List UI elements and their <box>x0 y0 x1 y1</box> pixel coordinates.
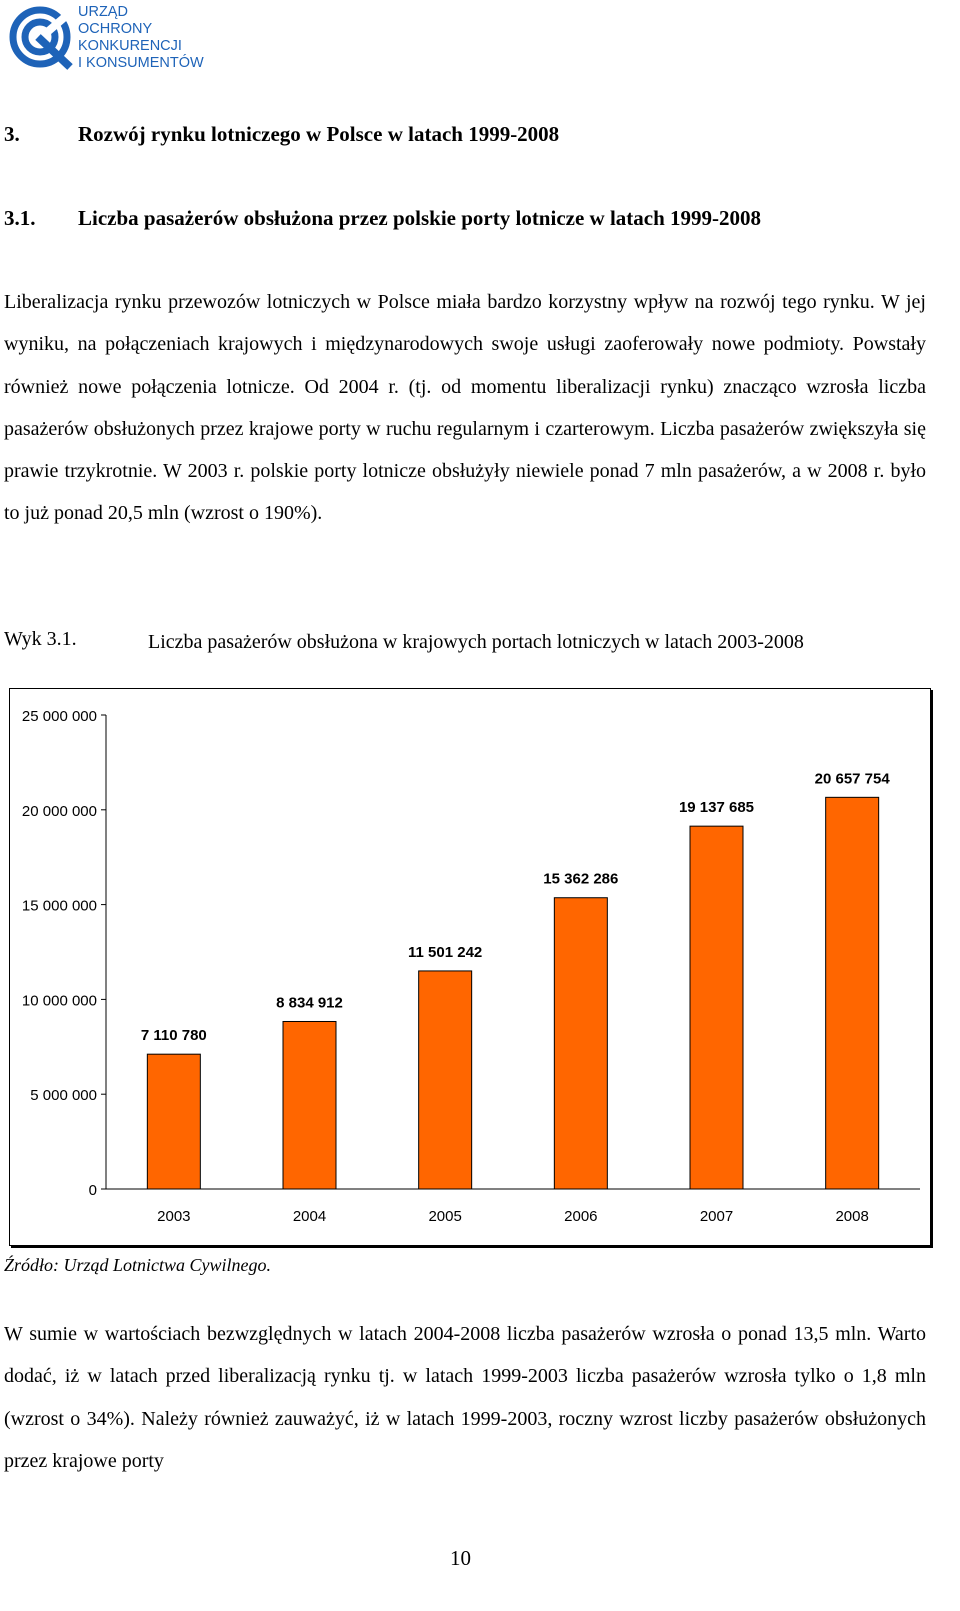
logo-line: URZĄD <box>78 4 128 20</box>
logo-line: OCHRONY <box>78 21 153 37</box>
logo-line: KONKURENCJI <box>78 38 182 54</box>
paragraph-intro: Liberalizacja rynku przewozów lotniczych w Polsce miała bardzo korzystny wpływ na rozwój tego rynku. W jej wyniku, na połączeniach krajowych i międzynarodowych swoje usługi zaoferowały nowe podmioty. Powstały również nowe połączenia lotnicze. Od 2004 r. (tj. od momentu liberalizacji rynku) znacząco wzrosła liczba pasażerów obsłużonych przez krajowe porty w ruchu regularnym i czarterowym. Liczba pasażerów zwiększyła się prawie trzykrotnie. W 2003 r. polskie porty lotnicze obsłużyły niewiele ponad 7 mln pasażerów, a w 2008 r. było to już ponad 20,5 mln (wzrost o 190%). <box>4 291 926 525</box>
x-tick-label: 2007 <box>699 1208 734 1225</box>
chart-canvas <box>10 689 930 1245</box>
bar <box>554 898 607 1189</box>
section-heading <box>4 122 559 147</box>
subsection-number: 3.1. <box>4 206 36 230</box>
y-tick-label: 0 <box>88 1182 97 1199</box>
y-tick-label: 25 000 000 <box>21 708 97 725</box>
x-tick-label: 2008 <box>835 1208 869 1225</box>
uokik-logo <box>8 4 238 74</box>
x-tick-label: 2004 <box>292 1208 327 1225</box>
figure-title: Liczba pasażerów obsłużona w krajowych portach lotniczych w latach 2003-2008 <box>148 631 804 653</box>
x-tick-label: 2003 <box>157 1208 191 1225</box>
uokik-logo-icon <box>8 4 74 70</box>
x-tick-label: 2005 <box>428 1208 462 1225</box>
bar-data-label: 20 657 754 <box>814 770 890 788</box>
subsection-title: Liczba pasażerów obsłużona przez polskie porty lotnicze w latach 1999-2008 <box>78 206 762 230</box>
logo-text <box>78 4 204 72</box>
y-tick-label: 20 000 000 <box>21 802 97 820</box>
bar-data-label: 15 362 286 <box>543 870 619 888</box>
figure-source: Źródło: Urząd Lotnictwa Cywilnego. <box>4 1255 272 1275</box>
paragraph-summary: W sumie w wartościach bezwzględnych w latach 2004-2008 liczba pasażerów wzrosła o ponad 13,5 mln. Warto dodać, iż w latach przed liberalizacją rynku tj. w latach 1999-2003 liczba pasażerów wzrosła tylko o 1,8 mln (wzrost o 34%). Należy również zauważyć, iż w latach 1999-2003, roczny wzrost liczby pasażerów obsłużonych przez krajowe porty <box>4 1323 926 1472</box>
bar-data-label: 7 110 780 <box>140 1027 207 1045</box>
y-tick-label: 5 000 000 <box>30 1087 97 1105</box>
bar <box>419 971 472 1189</box>
bar <box>690 826 743 1189</box>
bar-data-label: 8 834 912 <box>276 994 343 1012</box>
y-tick-label: 15 000 000 <box>21 897 97 915</box>
x-tick-label: 2006 <box>564 1208 598 1225</box>
figure-label: Wyk 3.1. <box>4 628 77 650</box>
bar-data-label: 19 137 685 <box>678 799 755 817</box>
section-number: 3. <box>4 122 20 146</box>
passenger-bar-chart <box>9 688 931 1246</box>
bar <box>826 797 879 1189</box>
page-number: 10 <box>450 1546 471 1570</box>
bar <box>283 1021 336 1189</box>
subsection-heading <box>4 206 761 231</box>
bar <box>147 1054 200 1189</box>
logo-line: I KONSUMENTÓW <box>78 55 204 71</box>
y-tick-label: 10 000 000 <box>21 992 97 1010</box>
section-title: Rozwój rynku lotniczego w Polsce w latach 1999-2008 <box>78 122 560 146</box>
bar-data-label: 11 501 242 <box>408 943 483 961</box>
